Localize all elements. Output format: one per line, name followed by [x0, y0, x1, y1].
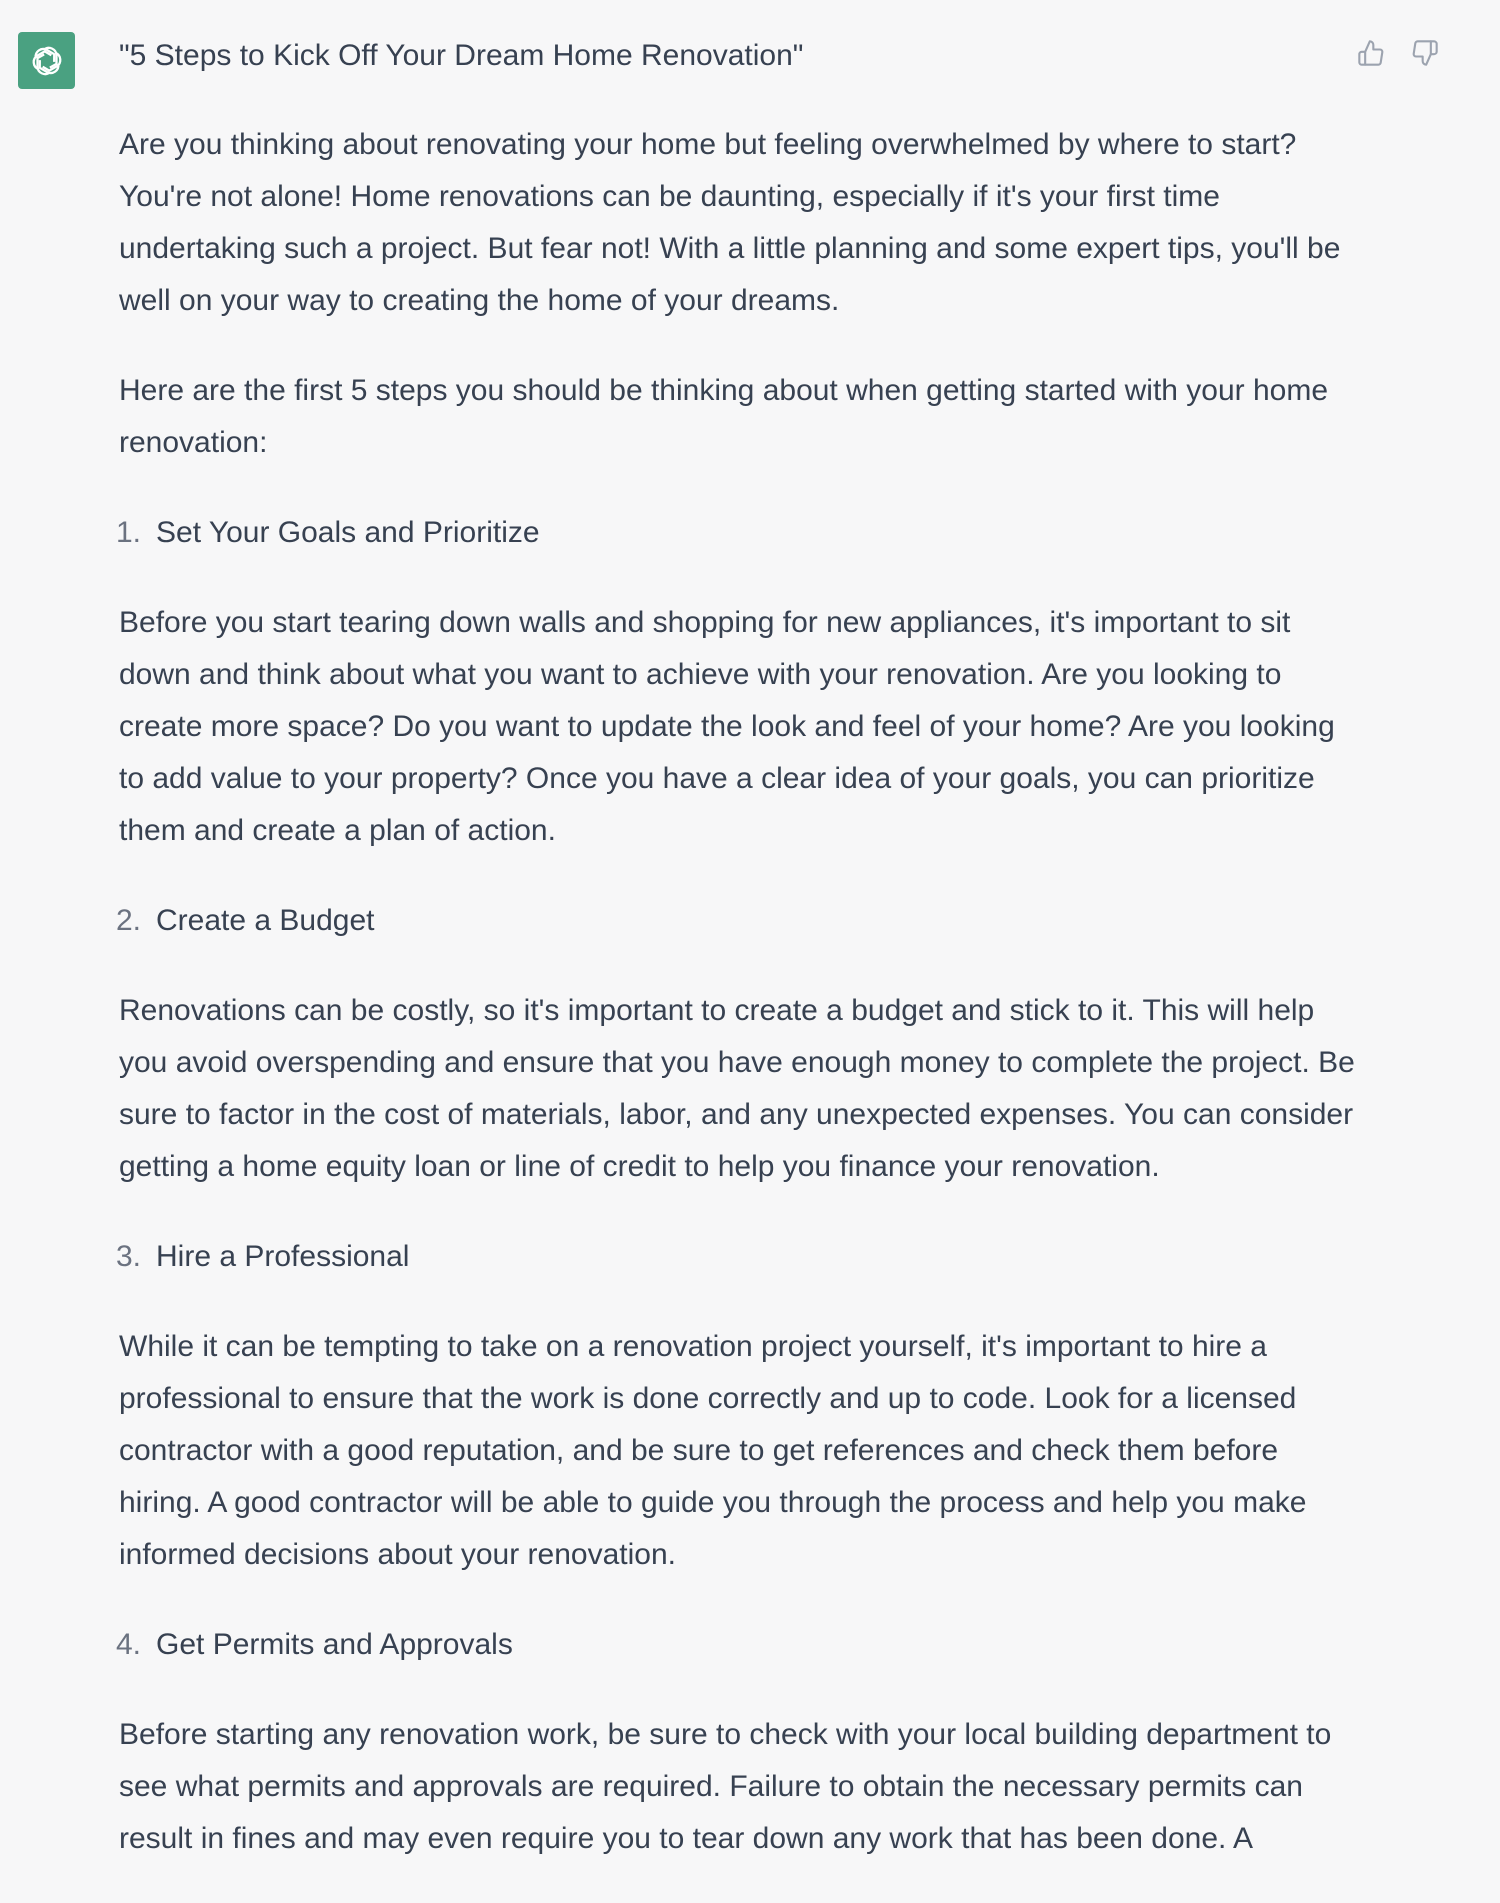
thumbs-up-button[interactable] [1356, 36, 1386, 70]
assistant-avatar [18, 32, 75, 89]
step-title: Set Your Goals and Prioritize [156, 516, 540, 549]
assistant-message [116, 30, 1359, 1903]
intro-paragraph: Are you thinking about renovating your home but feeling overwhelmed by where to start? You're not alone! Home renovations can be daunting, especially if it's your first time undertaking such a project. But fear not! With a little planning and some expert tips, you'll be well on your way to creating the home of your dreams. [119, 128, 1341, 317]
step-body: Before you start tearing down walls and shopping for new appliances, it's important to sit down and think about what you want to achieve with your renovation. Are you looking to create more space? Do you want to update the look and feel of your home? Are you looking to add value to your property? Once you have a clear idea of your goals, you can prioritize them and create a plan of action. [119, 606, 1335, 847]
thumbs-down-icon [1411, 38, 1439, 68]
step-number: 2. [116, 904, 142, 937]
intro-paragraph: Here are the first 5 steps you should be thinking about when getting started with your home renovation: [119, 374, 1329, 459]
step-title: Hire a Professional [156, 1240, 410, 1273]
step-body: Renovations can be costly, so it's important to create a budget and stick to it. This will help you avoid overspending and ensure that you have enough money to complete the project. Be sure to factor in the cost of materials, labor, and any unexpected expenses. You can consider getting a home equity loan or line of credit to help you finance your renovation. [119, 994, 1355, 1183]
message-title: "5 Steps to Kick Off Your Dream Home Renovation" [119, 39, 804, 72]
step-title: Create a Budget [156, 904, 375, 937]
step-heading [116, 507, 1359, 559]
step-heading [116, 1619, 1359, 1671]
thumbs-up-icon [1357, 38, 1385, 68]
thumbs-down-button[interactable] [1410, 36, 1440, 70]
step-body: Before starting any renovation work, be sure to check with your local building department to see what permits and approvals are required. Failure to obtain the necessary permits can result in fines and may even require you to tear down any work that has been done. A [119, 1718, 1332, 1855]
step-heading [116, 1231, 1359, 1283]
openai-logo-icon [28, 42, 66, 80]
step-heading [116, 895, 1359, 947]
step-number: 1. [116, 516, 142, 549]
step-title: Get Permits and Approvals [156, 1628, 513, 1661]
step-number: 4. [116, 1628, 142, 1661]
feedback-buttons [1356, 36, 1440, 70]
step-body: While it can be tempting to take on a renovation project yourself, it's important to hire a professional to ensure that the work is done correctly and up to code. Look for a licensed contractor with a good reputation, and be sure to get references and check them before hiring. A good contractor will be able to guide you through the process and help you make informed decisions about your renovation. [119, 1330, 1307, 1571]
step-number: 3. [116, 1240, 142, 1273]
